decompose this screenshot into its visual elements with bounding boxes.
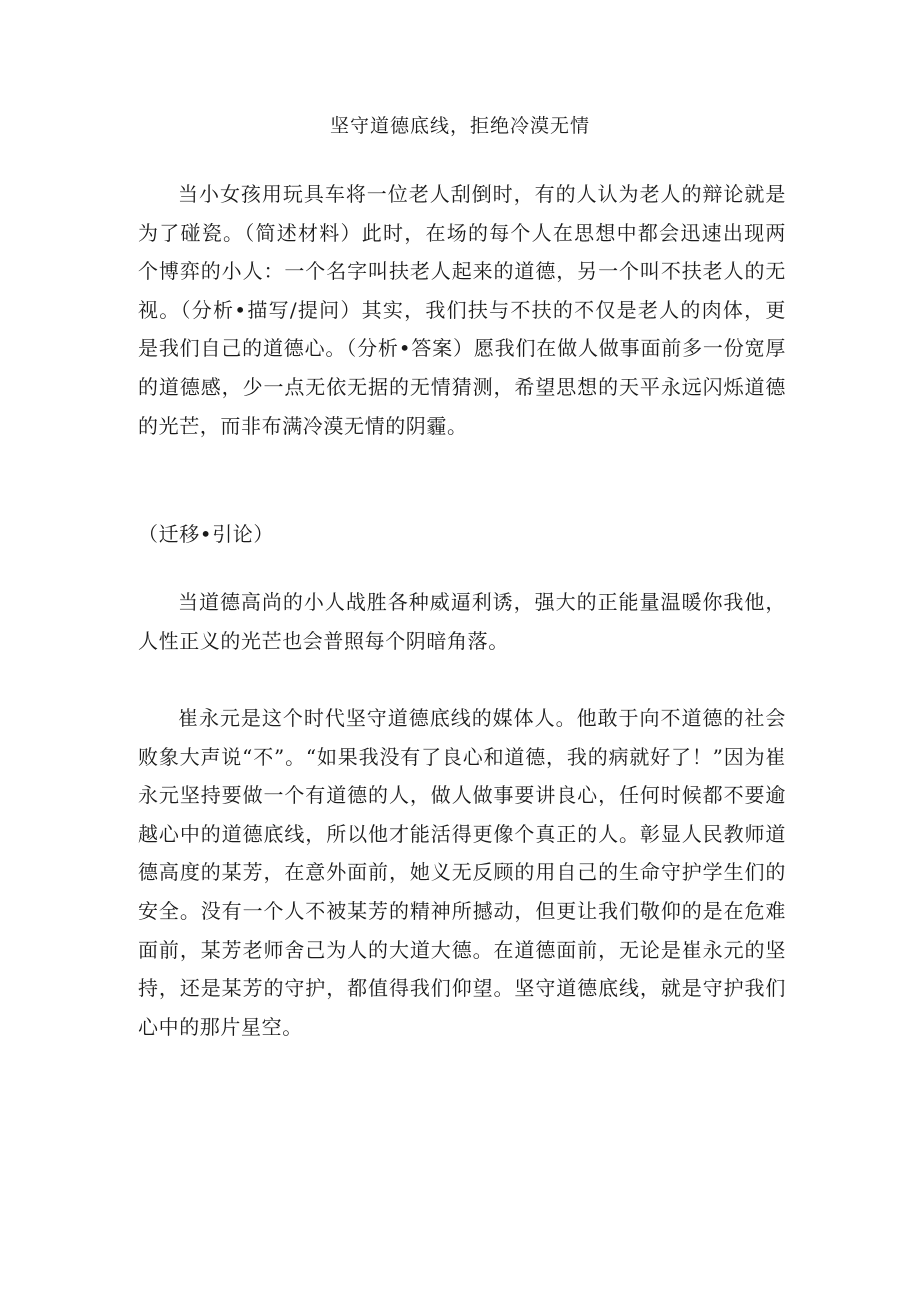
paragraph-transition: 当道德高尚的小人战胜各种威逼利诱，强大的正能量温暖你我他，人性正义的光芒也会普照每个阴暗角落。 [138,590,786,653]
document-title: 坚守道德底线，拒绝冷漠无情 [329,115,590,137]
paragraph-intro: 当小女孩用玩具车将一位老人刮倒时，有的人认为老人的辩论就是为了碰瓷。（简述材料）此时，在场的每个人在思想中都会迅速出现两个博弈的小人：一个名字叫扶老人起来的道德，另一个叫不扶老人的无视。（分析•描写/提问）其实，我们扶与不扶的不仅是老人的肉体，更是我们自己的道德心。（分析•答案）愿我们在做人做事面前多一份宽厚的道德感，少一点无依无据的无情猜测，希望思想的天平永远闪烁道德的光芒，而非布满冷漠无情的阴霾。 [138,182,786,438]
paragraph-examples: 崔永元是这个时代坚守道德底线的媒体人。他敢于向不道德的社会败象大声说“不”。“如果我没有了良心和道德，我的病就好了！”因为崔永元坚持要做一个有道德的人，做人做事要讲良心，任何时候都不要逾越心中的道德底线，所以他才能活得更像个真正的人。彰显人民教师道德高度的某芳，在意外面前，她义无反顾的用自己的生命守护学生们的安全。没有一个人不被某芳的精神所撼动，但更让我们敬仰的是在危难面前，某芳老师舍己为人的大道大德。在道德面前，无论是崔永元的坚持，还是某芳的守护，都值得我们仰望。坚守道德底线，就是守护我们心中的那片星空。 [138,706,786,1039]
paragraph-annotation: （迁移•引论） [138,522,274,546]
